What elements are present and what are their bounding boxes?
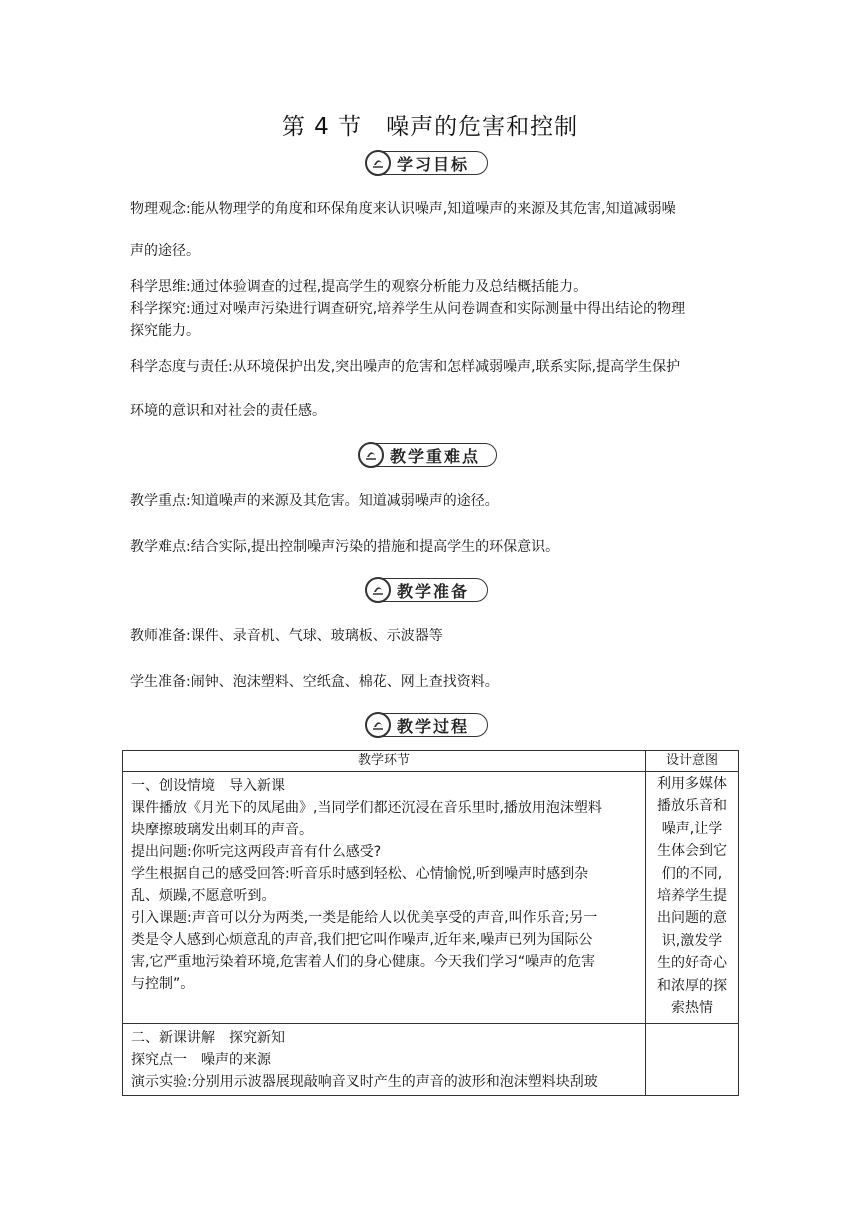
badge-swirl-icon <box>365 712 391 738</box>
section-badge-process <box>368 713 488 737</box>
section-badge-preparation <box>368 578 488 602</box>
row1-line: 学生根据自己的感受回答:听音乐时感到轻松、心情愉悦,听到噪声时感到杂 <box>131 866 589 882</box>
section-badge-goals <box>368 151 488 175</box>
intent-line: 和浓厚的探 <box>657 977 727 994</box>
goal-line-2: 声的途径。 <box>130 243 200 259</box>
goal-line-6: 科学态度与责任:从环境保护出发,突出噪声的危害和怎样减弱噪声,联系实际,提高学生保护 <box>130 359 681 375</box>
section-label-preparation: 教学准备 <box>397 581 470 601</box>
row1-design-intent <box>646 772 739 1024</box>
row1-line: 乱、烦躁,不愿意听到。 <box>131 888 276 904</box>
row1-line: 类是令人感到心烦意乱的声音,我们把它叫作噪声,近年来,噪声已列为国际公 <box>131 932 593 948</box>
table-row <box>123 772 739 1024</box>
teacher-preparation: 教师准备:课件、录音机、气球、玻璃板、示波器等 <box>130 628 443 644</box>
row2-line: 演示实验:分别用示波器展现敲响音叉时产生的声音的波形和泡沫塑料块刮玻 <box>131 1074 598 1090</box>
row1-line: 与控制”。 <box>131 976 195 992</box>
intent-line: 噪声,让学 <box>661 820 723 837</box>
intent-line: 生的好奇心 <box>657 955 727 972</box>
row1-line: 提出问题:你听完这两段声音有什么感受? <box>131 844 382 860</box>
row1-line: 一、创设情境 导入新课 <box>131 778 285 794</box>
intent-line: 生体会到它 <box>657 843 727 860</box>
goal-line-3: 科学思维:通过体验调查的过程,提高学生的观察分析能力及总结概括能力。 <box>130 279 588 295</box>
intent-line: 出问题的意 <box>657 910 727 927</box>
goal-line-7: 环境的意识和对社会的责任感。 <box>130 403 326 419</box>
student-preparation: 学生准备:闹钟、泡沫塑料、空纸盒、棉花、网上查找资料。 <box>130 674 499 690</box>
section-badge-key-points <box>361 443 497 467</box>
row1-line: 引入课题:声音可以分为两类,一类是能给人以优美享受的声音,叫作乐音;另一 <box>131 910 598 926</box>
header-design-intent: 设计意图 <box>646 751 739 772</box>
key-point-difficulty: 教学难点:结合实际,提出控制噪声污染的措施和提高学生的环保意识。 <box>130 539 560 555</box>
key-point-focus: 教学重点:知道噪声的来源及其危害。知道减弱噪声的途径。 <box>130 493 499 509</box>
section-label-key-points: 教学重难点 <box>390 446 481 466</box>
intent-line: 索热情 <box>671 1000 713 1017</box>
intent-line: 识,激发学 <box>661 932 723 949</box>
section-label-goals: 学习目标 <box>397 154 470 174</box>
row2-design-intent <box>646 1024 739 1096</box>
row2-line: 二、新课讲解 探究新知 <box>131 1030 285 1046</box>
badge-swirl-icon <box>365 577 391 603</box>
goal-line-5: 探究能力。 <box>130 323 200 339</box>
badge-swirl-icon <box>358 442 384 468</box>
table-header-row <box>123 751 739 772</box>
badge-swirl-icon <box>365 150 391 176</box>
goal-line-4: 科学探究:通过对噪声污染进行调查研究,培养学生从问卷调查和实际测量中得出结论的物理 <box>130 301 686 317</box>
teaching-process-table <box>122 750 739 1096</box>
header-teaching-step: 教学环节 <box>123 751 646 772</box>
intent-line: 培养学生提 <box>657 888 727 905</box>
table-row <box>123 1024 739 1096</box>
intent-line: 们的不同, <box>661 865 723 882</box>
row2-content <box>123 1024 646 1096</box>
row1-line: 块摩擦玻璃发出刺耳的声音。 <box>131 822 313 838</box>
row1-content <box>123 772 646 1024</box>
goal-line-1: 物理观念:能从物理学的角度和环保角度来认识噪声,知道噪声的来源及其危害,知道减弱噪 <box>130 201 676 217</box>
row1-line: 害,它严重地污染着环境,危害着人们的身心健康。今天我们学习“噪声的危害 <box>131 954 596 970</box>
section-label-process: 教学过程 <box>397 716 470 736</box>
page-title: 第 4 节 噪声的危害和控制 <box>281 114 579 140</box>
row1-line: 课件播放《月光下的凤尾曲》,当同学们都还沉浸在音乐里时,播放用泡沫塑料 <box>131 800 602 816</box>
row2-line: 探究点一 噪声的来源 <box>131 1052 271 1068</box>
intent-line: 播放乐音和 <box>657 798 727 815</box>
intent-line: 利用多媒体 <box>657 776 727 792</box>
